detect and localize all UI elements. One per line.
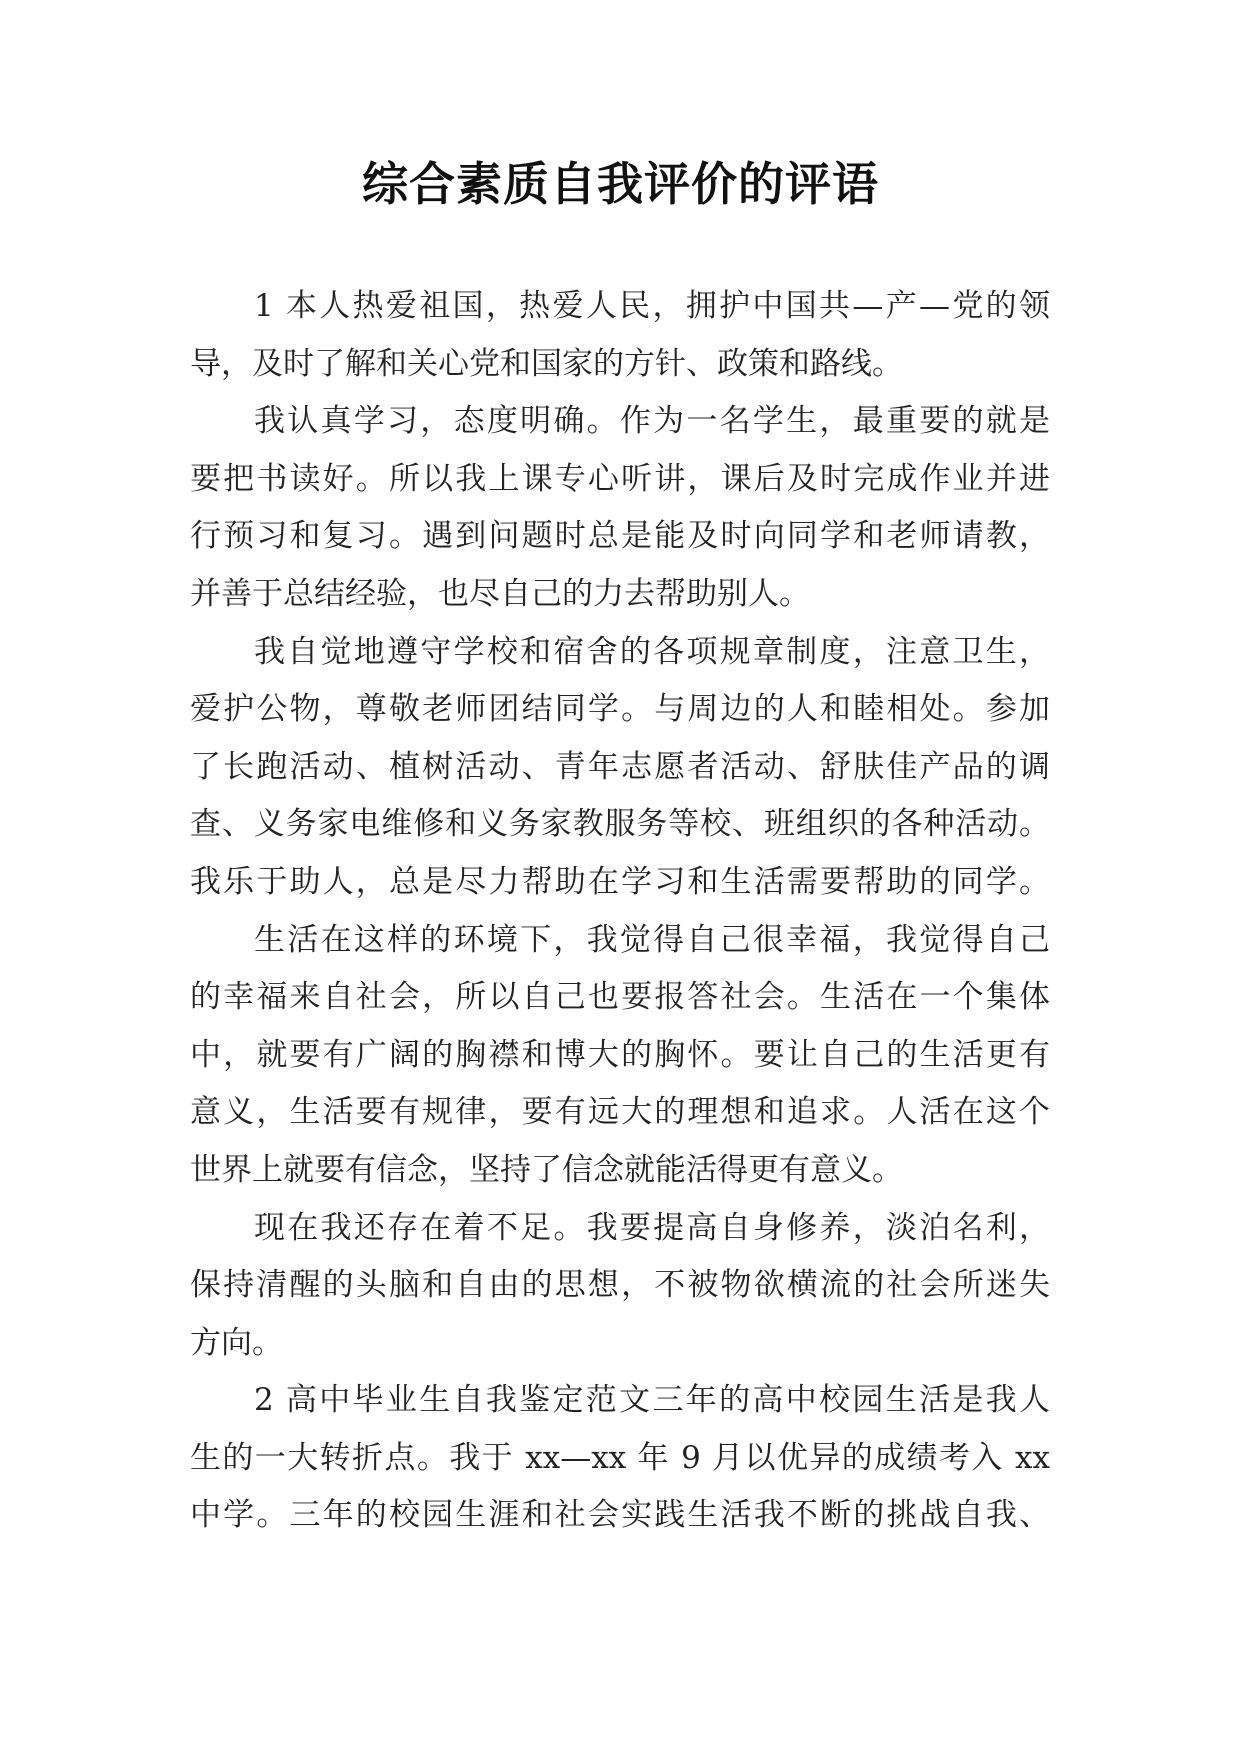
text-line: 我认真学习，态度明确。作为一名学生，最重要的就是 <box>254 403 1050 440</box>
text-line: 生活在这样的环境下，我觉得自己很幸福，我觉得自己 <box>254 921 1050 958</box>
text-line: 行预习和复习。遇到问题时总是能及时向同学和老师请教， <box>190 518 1050 555</box>
text-line: 我乐于助人，总是尽力帮助在学习和生活需要帮助的同学。 <box>190 863 1050 900</box>
text-line: 要把书读好。所以我上课专心听讲，课后及时完成作业并进 <box>190 460 1050 497</box>
text-line: 了长跑活动、植树活动、青年志愿者活动、舒肤佳产品的调 <box>190 748 1050 785</box>
text-line: 中学。三年的校园生涯和社会实践生活我不断的挑战自我、 <box>190 1497 1050 1534</box>
text-line: 我自觉地遵守学校和宿舍的各项规章制度，注意卫生， <box>254 633 1050 670</box>
text-line: 世界上就要有信念，坚持了信念就能活得更有意义。 <box>190 1151 903 1188</box>
text-line: 导，及时了解和关心党和国家的方针、政策和路线。 <box>190 345 903 382</box>
text-line: 1 本人热爱祖国，热爱人民，拥护中国共—产—党的领 <box>254 288 1050 324</box>
text-line: 生的一大转折点。我于 xx—xx 年 9 月以优异的成绩考入 xx <box>190 1439 1050 1476</box>
text-line: 意义，生活要有规律，要有远大的理想和追求。人活在这个 <box>190 1094 1050 1131</box>
text-line: 2 高中毕业生自我鉴定范文三年的高中校园生活是我人 <box>254 1382 1050 1419</box>
document-title: 综合素质自我评价的评语 <box>362 157 879 211</box>
text-line: 查、义务家电维修和义务家教服务等校、班组织的各种活动。 <box>190 806 1050 843</box>
text-line: 现在我还存在着不足。我要提高自身修养，淡泊名利， <box>254 1209 1050 1246</box>
text-line: 保持清醒的头脑和自由的思想，不被物欲横流的社会所迷失 <box>190 1267 1050 1304</box>
text-line: 的幸福来自社会，所以自己也要报答社会。生活在一个集体 <box>190 979 1050 1016</box>
text-line: 方向。 <box>190 1324 283 1361</box>
document-body <box>190 278 1050 1545</box>
text-line: 并善于总结经验，也尽自己的力去帮助别人。 <box>190 575 810 612</box>
text-line: 中，就要有广阔的胸襟和博大的胸怀。要让自己的生活更有 <box>190 1036 1050 1073</box>
text-line: 爱护公物，尊敬老师团结同学。与周边的人和睦相处。参加 <box>190 691 1050 728</box>
